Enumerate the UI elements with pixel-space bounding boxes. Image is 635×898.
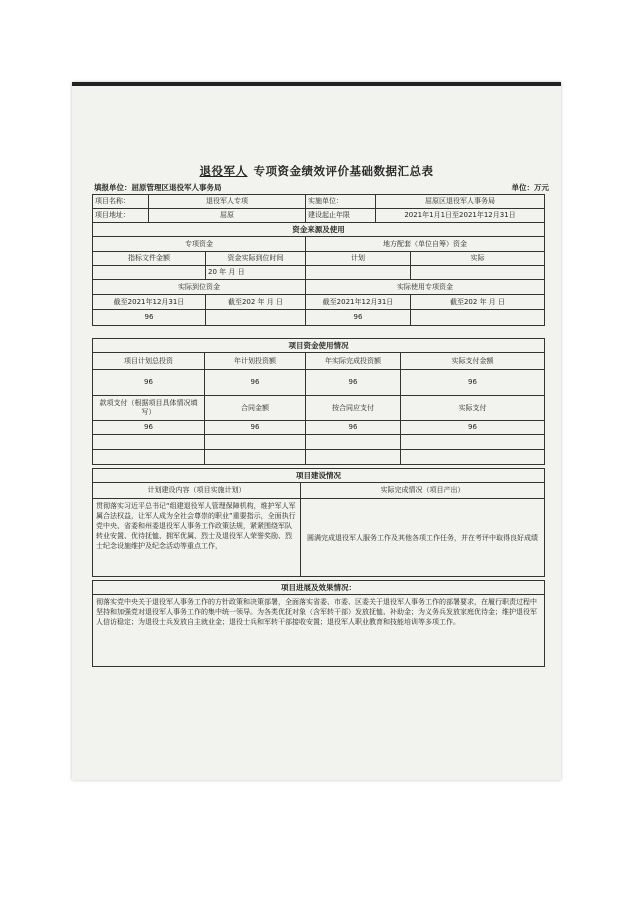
col-actual-pay: 实际支付 — [401, 396, 545, 421]
empty-cell — [401, 435, 545, 450]
special-fund: 专项资金 — [93, 237, 306, 252]
empty-cell — [306, 450, 401, 465]
doc-amount-value — [93, 266, 206, 280]
arrival-value-2 — [206, 310, 306, 326]
empty-cell — [306, 435, 401, 450]
local-fund: 地方配套（单位自筹）资金 — [306, 237, 545, 252]
plan-text: 贯彻落实习近平总书记“组建退役军人管理保障机构，维护军人军属合法权益，让军人成为全社会尊崇的职业”重要指示，全面执行党中央、省委和州委退役军人事务工作政策法规，紧紧围绕军队转业安置、优待抚恤、拥军优属、烈士及退役军人荣誉奖励、烈士纪念设施维护及纪念活动等重点工作， — [93, 499, 301, 577]
fill-unit: 填报单位：屈原管理区退役军人事务局 — [94, 183, 222, 192]
col-paid: 实际支付金额 — [401, 353, 545, 370]
as-of-2021-b: 截至2021年12月31日 — [306, 295, 411, 310]
paper-sheet — [72, 82, 561, 780]
document-title — [72, 163, 561, 179]
title-underlined: 退役军人 — [199, 164, 248, 178]
money-unit: 单位：万元 — [511, 183, 549, 192]
contract-value: 96 — [205, 421, 306, 435]
plan-value — [306, 266, 411, 280]
actual-label: 实际 — [411, 252, 545, 266]
project-addr-label: 项目地址： — [93, 209, 149, 223]
sec1-title: 资金来源及使用 — [93, 223, 545, 237]
sec2-title: 项目资金使用情况 — [93, 339, 545, 353]
col-year-plan: 年计划投资额 — [205, 353, 306, 370]
payment-value: 96 — [93, 421, 205, 435]
as-of-202-b: 截至202 年 月 日 — [411, 295, 545, 310]
scan-edge — [72, 82, 561, 86]
as-of-2021: 截至2021年12月31日 — [93, 295, 206, 310]
empty-cell — [205, 450, 306, 465]
sec3-title: 项目建设情况 — [93, 469, 545, 483]
arrival-value: 96 — [93, 310, 206, 326]
empty-cell — [93, 435, 205, 450]
info-funding-table — [92, 194, 545, 326]
title-rest: 专项资金绩效评价基础数据汇总表 — [253, 164, 434, 178]
result-header: 实际完成情况（项目产出） — [301, 483, 545, 499]
actual-value — [411, 266, 545, 280]
empty-cell — [205, 435, 306, 450]
actual-arrival-label: 实际到位资金 — [93, 280, 306, 295]
should-pay-value: 96 — [306, 421, 401, 435]
year-actual-value: 96 — [306, 370, 401, 396]
actual-pay-value: 96 — [401, 421, 545, 435]
period: 2021年1月1日至2021年12月31日 — [376, 209, 545, 223]
progress-text: 彻落实党中央关于退役军人事务工作的方针政策和决策部署，全面落实省委、市委、区委关于退役军人事务工作的部署要求，在履行职责过程中坚持和加强党对退役军人事务工作的集中统一领导。为各类优抚对象（含军转干部）发放抚恤、补助金；为义务兵发放家庭优待金；维护退役军人信访稳定；为退役士兵发放自主就业金；退役士兵和军转干部接收安置；退役军人职业教育和技能培训等多项工作。 — [93, 595, 545, 667]
use-value: 96 — [306, 310, 411, 326]
total-invest-value: 96 — [93, 370, 205, 396]
as-of-202: 截至202 年 月 日 — [206, 295, 306, 310]
project-name: 退役军人专项 — [149, 195, 306, 209]
fund-usage-table — [92, 338, 545, 465]
use-value-2 — [411, 310, 545, 326]
date-fill: 20 年 月 日 — [206, 266, 306, 280]
impl-unit: 屈原区退役军人事务局 — [376, 195, 545, 209]
actual-use-label: 实际使用专项资金 — [306, 280, 545, 295]
result-text: 圆满完成退役军人服务工作及其他各项工作任务，并在考评中取得良好成绩 — [301, 499, 545, 577]
year-plan-value: 96 — [205, 370, 306, 396]
plan-header: 计划建设内容（项目实施计划） — [93, 483, 301, 499]
project-addr: 屈原 — [149, 209, 306, 223]
col-year-actual: 年实际完成投资额 — [306, 353, 401, 370]
period-label: 建设起止年限 — [306, 209, 376, 223]
col-contract: 合同金额 — [205, 396, 306, 421]
doc-amount-label: 指标文件金额 — [93, 252, 206, 266]
progress-table — [92, 580, 545, 667]
paid-value: 96 — [401, 370, 545, 396]
empty-cell — [401, 450, 545, 465]
plan-label: 计划 — [306, 252, 411, 266]
project-name-label: 项目名称： — [93, 195, 149, 209]
col-total-invest: 项目计划总投资 — [93, 353, 205, 370]
col-payment: 款项支付（根据项目具体情况填写） — [93, 396, 205, 421]
empty-cell — [93, 450, 205, 465]
construction-table — [92, 468, 545, 577]
sec4-title: 项目进展及效果情况： — [93, 581, 545, 595]
col-should-pay: 按合同应支付 — [306, 396, 401, 421]
actual-date-label: 资金实际到位时间 — [206, 252, 306, 266]
impl-unit-label: 实施单位： — [306, 195, 376, 209]
